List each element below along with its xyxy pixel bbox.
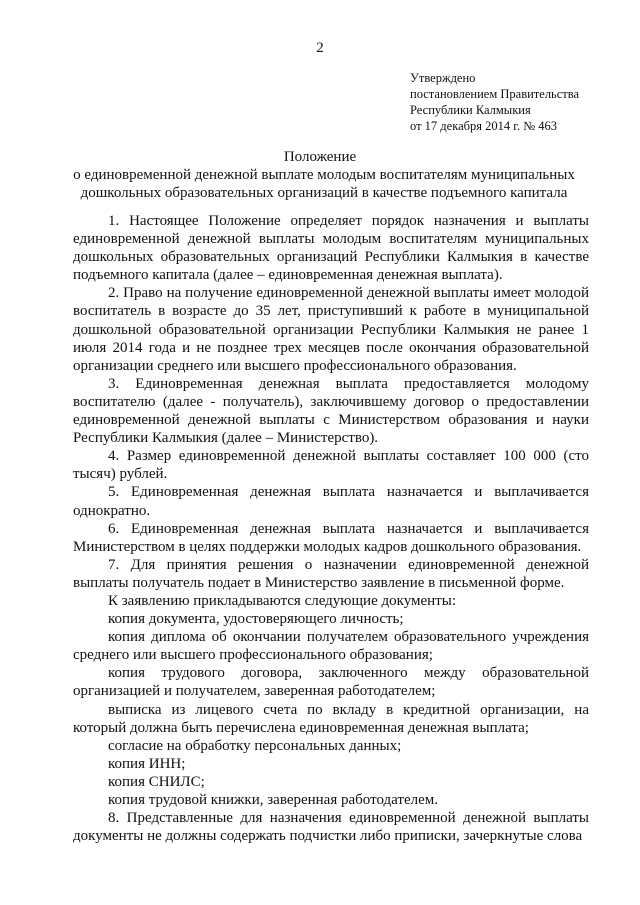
list-item: выписка из лицевого счета по вкладу в кредитной организации, на который должна быть перечислена единовременная денежная выплата; bbox=[73, 701, 589, 736]
paragraph: 6. Единовременная денежная выплата назначается и выплачивается Министерством в целях поддержки молодых кадров дошкольного образования. bbox=[73, 520, 589, 555]
document-title: Положение bbox=[283, 149, 357, 165]
approval-line: Республики Калмыкия bbox=[410, 103, 531, 117]
paragraph: 5. Единовременная денежная выплата назначается и выплачивается однократно. bbox=[73, 484, 589, 519]
approval-line: постановлением Правительства bbox=[410, 87, 580, 101]
paragraph: 3. Единовременная денежная выплата предоставляется молодому воспитателю (далее - получатель), заключившему договор о предоставлении единовременной денежной выплаты с Министерством образования и науки Республики Калмыкия (далее – Министерство). bbox=[73, 375, 589, 447]
approval-line: от 17 декабря 2014 г. № 463 bbox=[410, 119, 558, 133]
list-item: копия СНИЛС; bbox=[108, 773, 205, 790]
approval-line: Утверждено bbox=[410, 71, 476, 85]
list-item: копия трудового договора, заключенного между образовательной организацией и получателем, заверенная работодателем; bbox=[73, 665, 589, 700]
page-number: 2 bbox=[316, 40, 324, 56]
list-item: копия документа, удостоверяющего личность; bbox=[108, 611, 404, 628]
paragraph: 8. Представленные для назначения единовременной денежной выплаты документы не должны содержать подчистки либо приписки, зачеркнутые слова bbox=[73, 810, 589, 845]
paragraph: 7. Для принятия решения о назначении единовременной денежной выплаты получатель подает в Министерство заявление в письменной форме. bbox=[73, 556, 589, 591]
paragraph: 4. Размер единовременной денежной выплаты составляет 100 000 (сто тысяч) рублей. bbox=[73, 448, 589, 483]
paragraph: К заявлению прикладываются следующие документы: bbox=[108, 592, 456, 609]
approval-stamp-block bbox=[410, 70, 579, 134]
list-item: копия ИНН; bbox=[108, 755, 186, 772]
paragraph: 1. Настоящее Положение определяет порядок назначения и выплаты единовременной денежной выплаты молодым воспитателям муниципальных дошкольных образовательных организаций Республики Калмыкия в качестве подъемного капитала (далее – единовременная денежная выплата). bbox=[73, 213, 589, 284]
document-subtitle: о единовременной денежной выплате молодым воспитателям муниципальных дошкольных образовательных организаций в качестве подъемного капитала bbox=[73, 167, 575, 201]
paragraph: 2. Право на получение единовременной денежной выплаты имеет молодой воспитатель в возрасте до 35 лет, приступивший к работе в муниципальной дошкольной образовательной организации Республики Калмыкия не ранее 1 июля 2014 года и не позднее трех месяцев после окончания образовательной организации среднего или высшего профессионального образования. bbox=[73, 285, 589, 374]
list-item: копия диплома об окончании получателем образовательного учреждения среднего или высшего профессионального образования; bbox=[73, 629, 589, 664]
document-body bbox=[73, 212, 589, 845]
list-item: копия трудовой книжки, заверенная работодателем. bbox=[108, 792, 439, 808]
list-item: согласие на обработку персональных данных; bbox=[108, 737, 402, 754]
